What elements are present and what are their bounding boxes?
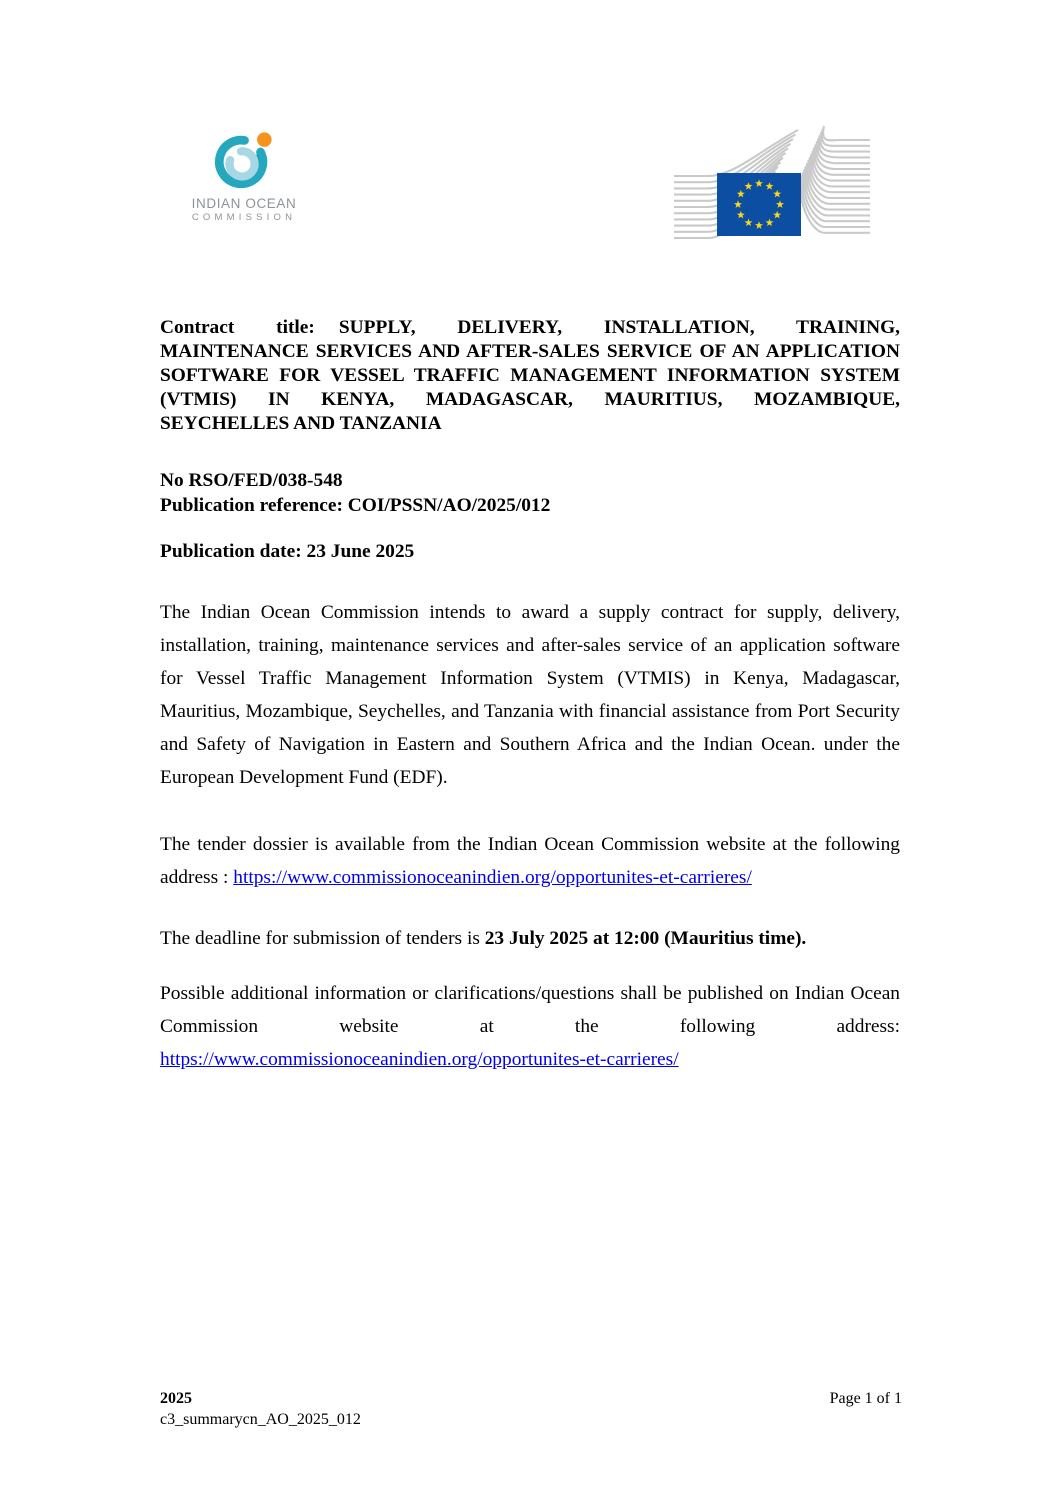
reference-block bbox=[160, 468, 900, 518]
contract-number: No RSO/FED/038-548 bbox=[160, 470, 343, 491]
publication-reference: Publication reference: COI/PSSN/AO/2025/012 bbox=[160, 495, 551, 516]
intro-paragraph: The Indian Ocean Commission intends to award a supply contract for supply, delivery, installation, training, maintenance services and after-sales service of an application software for Vessel Traffic Management Information System (VTMIS) in Kenya, Madagascar, Mauritius, Mozambique, Seychelles, and Tanzania with financial assistance from Port Security and Safety of Navigation in Eastern and Southern Africa and the Indian Ocean. under the European Development Fund (EDF). bbox=[160, 602, 900, 788]
contract-title bbox=[160, 316, 900, 436]
footer-year: 2025 bbox=[160, 1390, 192, 1407]
ioc-logo-name: INDIAN OCEAN bbox=[191, 196, 297, 211]
page-footer bbox=[160, 1388, 902, 1430]
document-body bbox=[160, 316, 900, 1076]
ioc-logo-subname: COMMISSION bbox=[191, 212, 297, 223]
dossier-text: The tender dossier is available from the Indian Ocean Commission website at the following address : bbox=[160, 834, 900, 888]
eu-streamlines-flag-icon bbox=[672, 124, 872, 242]
dossier-link[interactable]: https://www.commissionoceanindien.org/opportunites-et-carrieres/ bbox=[233, 867, 752, 888]
eu-flag bbox=[717, 173, 801, 236]
footer-page-number: Page 1 of 1 bbox=[829, 1390, 902, 1407]
deadline-text: The deadline for submission of tenders is bbox=[160, 928, 485, 949]
deadline-paragraph bbox=[160, 922, 900, 955]
clarifications-paragraph bbox=[160, 977, 900, 1076]
dossier-paragraph bbox=[160, 828, 900, 894]
eu-right-streamlines bbox=[801, 126, 870, 233]
clarifications-text: Possible additional information or clarifications/questions shall be published on Indian Ocean Commission website at the following address: bbox=[160, 983, 900, 1037]
european-commission-logo bbox=[672, 124, 872, 247]
contract-title-label: Contract title: bbox=[160, 317, 315, 338]
publication-date: Publication date: 23 June 2025 bbox=[160, 541, 415, 562]
ioc-logo bbox=[186, 128, 302, 223]
ioc-orange-dot bbox=[257, 132, 272, 147]
footer-left bbox=[160, 1388, 361, 1430]
ioc-swirl-icon bbox=[213, 128, 275, 192]
clarifications-link[interactable]: https://www.commissionoceanindien.org/opportunites-et-carrieres/ bbox=[160, 1049, 679, 1070]
deadline-date: 23 July 2025 at 12:00 (Mauritius time). bbox=[484, 928, 807, 949]
footer-doc-reference: c3_summarycn_AO_2025_012 bbox=[160, 1411, 361, 1428]
contract-title-text: SUPPLY, DELIVERY, INSTALLATION, TRAINING, MAINTENANCE SERVICES AND AFTER-SALES SERVICE OF AN APPLICATION SOFTWARE FOR VESSEL TRAFFIC MANAGEMENT INFORMATION SYSTEM (VTMIS) IN KENYA, MADAGASCAR, MAURITIUS, MOZAMBIQUE, SEYCHELLES AND TANZANIA bbox=[160, 317, 900, 434]
